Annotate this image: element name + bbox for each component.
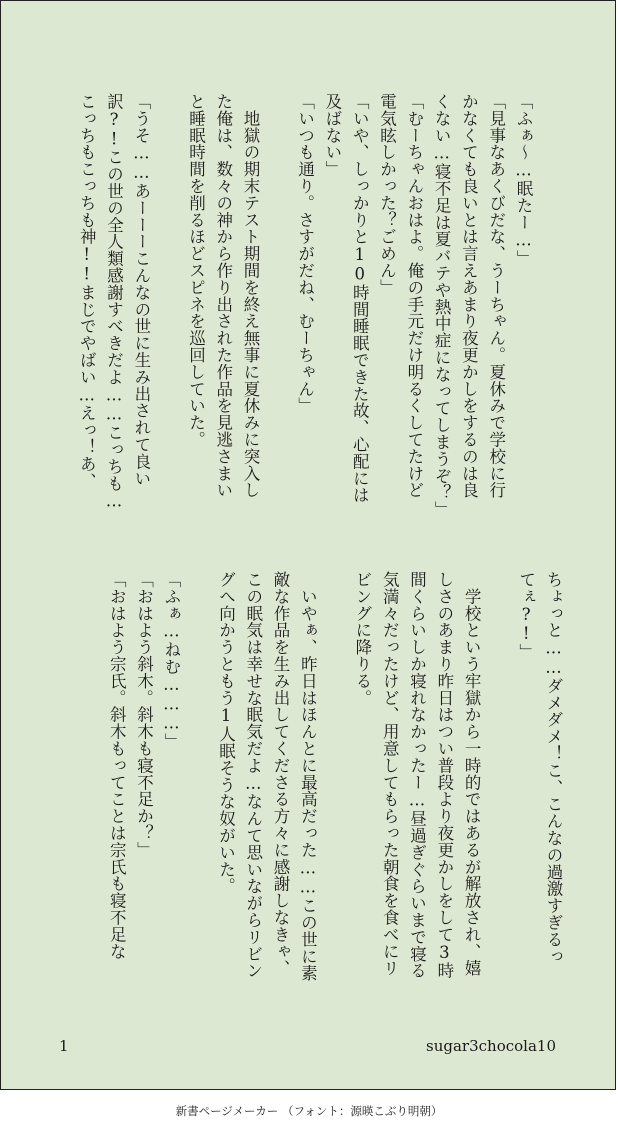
text-line — [321, 571, 348, 1011]
text-line: 「いや、しっかりと10時間睡眠できた故、心配には — [350, 93, 370, 504]
text-line: こっちもこっちも神!!まじでやばい…えっ！あ、 — [77, 93, 97, 490]
text-line: しさのあまり昨日はつい普段より夜更かしをして3時 — [434, 571, 454, 980]
text-line: 「ふぁ〜…眠たー…」 — [514, 93, 533, 267]
text-line: 「うそ……あーーーこんなの世に生み出されて良い — [131, 93, 151, 487]
text-line: かなくても良いとは言えあまり夜更かしをするのは良 — [459, 93, 479, 499]
text-line — [264, 93, 291, 533]
text-line: 「むーちゃんおはよ。俺の手元だけ明るくしてたけど — [404, 93, 424, 499]
text-line — [485, 571, 512, 1011]
text-line: くない…寝不足は夏バテや熱中症になってしまうぞ？」 — [432, 93, 452, 518]
text-line: 「ふぁ…ねむ………」 — [161, 571, 181, 750]
text-line: と睡眠時間を削るほどスピネを巡回していた。 — [186, 93, 206, 448]
text-line: 地獄の期末テスト期間を終え無事に夏休みに突入し — [241, 93, 261, 499]
text-line: グへ向かうともう1人眠そうな奴がいた。 — [216, 571, 236, 895]
text-line — [155, 93, 182, 533]
text-line: 「おはよう宗氏。斜木もってことは宗氏も寝不足な — [107, 571, 127, 960]
text-line: 「見事なあくびだな、うーちゃん。夏休みで学校に行 — [486, 93, 506, 499]
lower-text-block — [57, 571, 567, 1011]
text-line: 間くらいしか寝れなかったー…昼過ぎぐらいまで寝る — [407, 571, 427, 980]
text-line — [185, 571, 212, 1011]
text-line: いやぁ、昨日はほんとに最高だった……この世に素 — [298, 571, 318, 982]
text-line: 気満々だったけど、用意してもらった朝食を食べにリ — [380, 571, 400, 977]
text-line: 「いつも通り。さすがだね、むーちゃん」 — [295, 93, 315, 415]
text-line: 敵な作品を生み出してくださる方々に感謝しなきゃ、 — [271, 571, 291, 977]
text-line: 及ばない」 — [322, 93, 342, 178]
text-line: この眠気は幸せな眠気だよ…なんて思いながらリビン — [243, 571, 263, 980]
text-line: ちょっと……ダメダメ！こ、こんなの過激すぎるっ — [544, 571, 563, 965]
text-line: ビングに降りる。 — [352, 571, 372, 707]
upper-text-block — [57, 93, 537, 533]
text-line: 訳?!この世の全人類感謝すべきだよ……こっちも… — [104, 93, 124, 512]
text-line: 電気眩しかった？ごめん」 — [377, 93, 397, 296]
page-number: 1 — [59, 1037, 69, 1055]
text-line: てぇ?!」 — [516, 571, 536, 661]
footer-caption: 新書ページメーカー （フォント：源暎こぶり明朝） — [175, 1104, 443, 1118]
text-line: た俺は、数々の神から作り出された作品を見逃さまい — [213, 93, 233, 499]
author-name: sugar3chocola10 — [426, 1037, 556, 1055]
text-line: 「おはよう斜木。斜木も寝不足か？」 — [134, 571, 154, 859]
text-line: 学校という牢獄から一時的ではあるが解放され、嬉 — [462, 571, 482, 977]
